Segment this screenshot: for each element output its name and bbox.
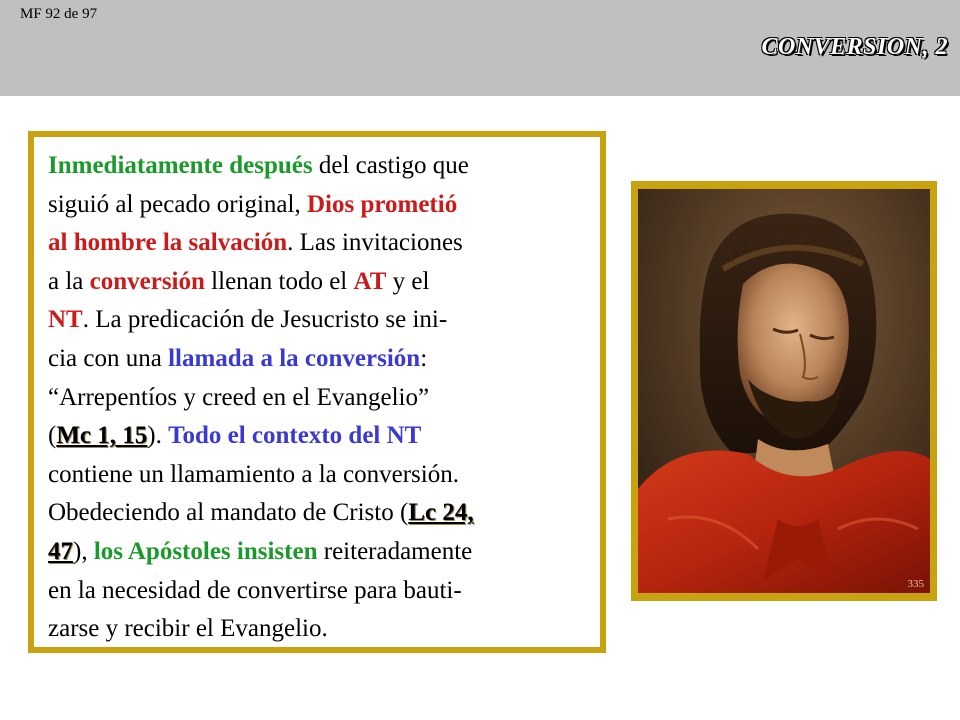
text-line	[48, 224, 598, 263]
text-line	[48, 186, 598, 225]
text-panel	[28, 131, 606, 653]
highlight-phrase: llamada a la conversión	[168, 344, 421, 372]
text-run: contiene un llamamiento a la conversión.	[48, 460, 459, 488]
text-run: reiteradamente	[317, 537, 473, 565]
text-run: :	[420, 344, 428, 372]
painting-frame	[631, 181, 937, 601]
text-line	[48, 379, 598, 418]
highlight-phrase: NT	[48, 306, 83, 334]
highlight-phrase: los Apóstoles insisten	[93, 537, 318, 565]
text-run: siguió al pecado original,	[48, 190, 307, 218]
text-run: en la necesidad de convertirse para bauti-	[48, 576, 462, 604]
text-run: a la	[48, 267, 90, 295]
text-line	[48, 572, 598, 611]
text-run: (	[48, 422, 57, 450]
highlight-phrase: Todo el contexto del NT	[168, 422, 422, 450]
header-bar	[0, 0, 960, 96]
bible-reference[interactable]: Mc 1, 15	[56, 422, 148, 450]
text-line	[48, 610, 598, 649]
painting-ecce-homo	[638, 189, 930, 593]
highlight-phrase: al hombre la salvación	[48, 229, 288, 257]
text-run: llenan todo el	[204, 267, 354, 295]
quote-text: “Arrepentíos y creed en el Evangelio”	[48, 383, 430, 411]
text-run: . La predicación de Jesucristo se ini-	[82, 306, 448, 334]
text-line	[48, 533, 598, 572]
text-line	[48, 417, 598, 456]
bible-reference[interactable]: 47	[48, 537, 73, 565]
text-line	[48, 301, 598, 340]
text-run: cia con una	[48, 344, 169, 372]
text-run: del castigo que	[312, 152, 469, 179]
highlight-phrase: Inmediatamente después	[48, 152, 313, 179]
text-run: Obedeciendo al mandato de Cristo (	[48, 499, 409, 527]
text-run: ).	[147, 422, 169, 450]
slide-number: MF 92 de 97	[20, 6, 98, 22]
corner-mark: 335	[907, 578, 924, 590]
text-line	[48, 263, 598, 302]
text-line	[48, 340, 598, 379]
text-line	[48, 147, 598, 186]
highlight-phrase: conversión	[89, 267, 205, 295]
bible-reference[interactable]: Lc 24,	[408, 499, 474, 527]
highlight-phrase: Dios prometió	[306, 190, 458, 218]
text-line	[48, 456, 598, 495]
text-run: ),	[73, 537, 94, 565]
highlight-phrase: AT	[353, 267, 387, 295]
text-run: y el	[386, 267, 430, 295]
slide-title: CONVERSION, 2	[761, 34, 948, 60]
text-run: zarse y recibir el Evangelio.	[48, 615, 328, 643]
text-run: . Las invitaciones	[287, 229, 463, 257]
text-line	[48, 494, 598, 533]
body-text	[48, 147, 598, 649]
painting-svg	[638, 189, 930, 593]
